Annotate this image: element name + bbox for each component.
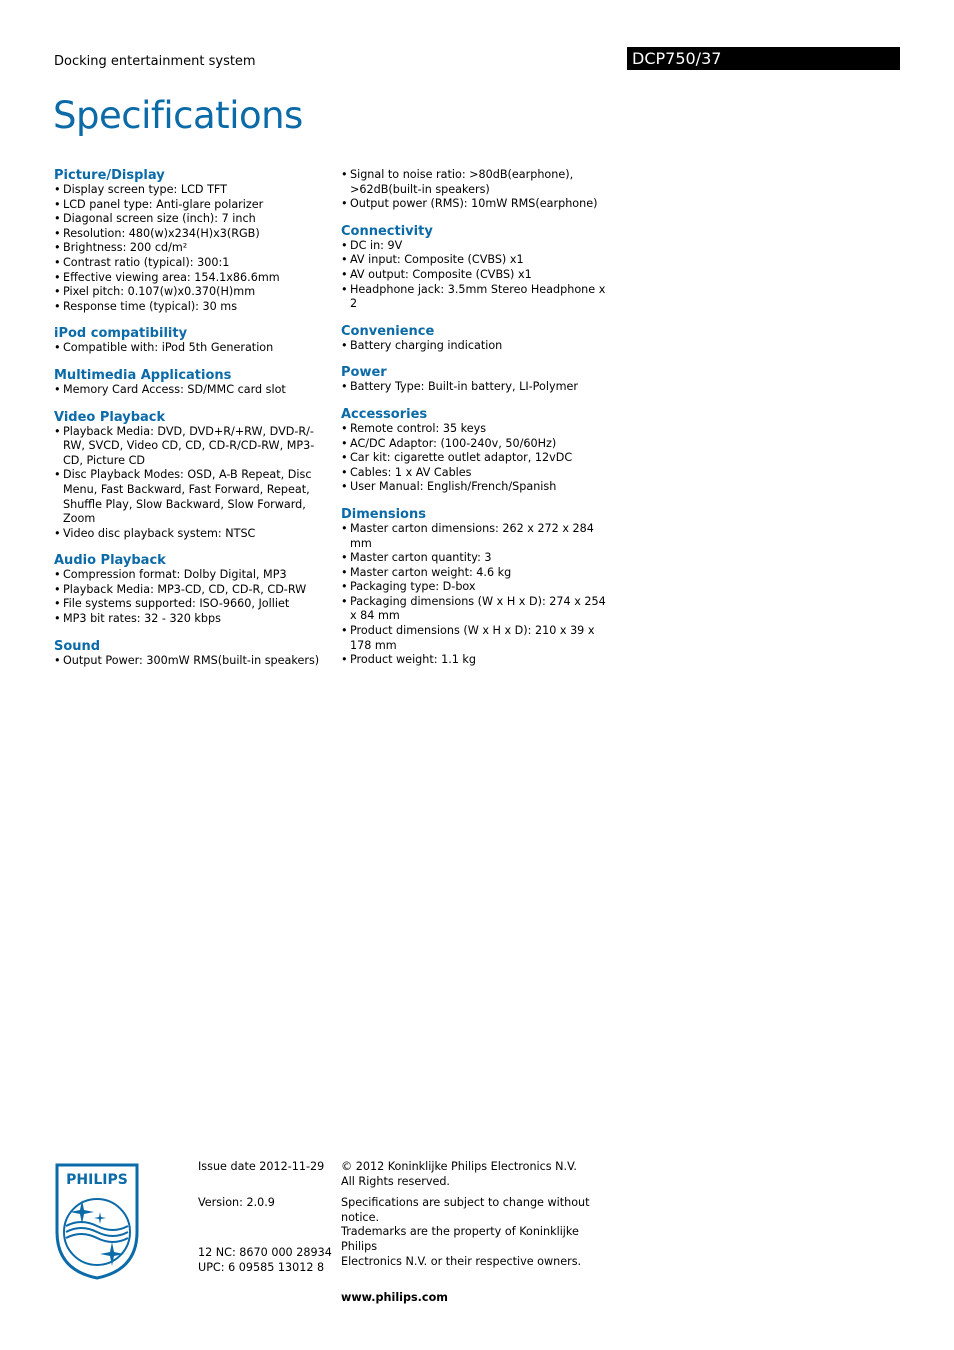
model-number-bar: DCP750/37: [627, 47, 900, 70]
spec-item: • Brightness: 200 cd/m²: [54, 241, 329, 256]
spec-item: • Response time (typical): 30 ms: [54, 300, 329, 315]
notice-line: Specifications are subject to change without notice.: [341, 1196, 590, 1224]
spec-item: • Contrast ratio (typical): 300:1: [54, 256, 329, 271]
spec-item: • MP3 bit rates: 32 - 320 kbps: [54, 612, 329, 627]
spec-item: • LCD panel type: Anti-glare polarizer: [54, 198, 329, 213]
copyright-line: © 2012 Koninklijke Philips Electronics N.V.: [341, 1160, 577, 1173]
product-category: Docking entertainment system: [54, 54, 256, 69]
section-heading: Power: [341, 365, 387, 381]
spec-item: • AV input: Composite (CVBS) x1: [341, 253, 611, 268]
spec-item: • Memory Card Access: SD/MMC card slot: [54, 383, 329, 398]
spec-item: • Headphone jack: 3.5mm Stereo Headphone x 2: [341, 283, 611, 312]
notice-line: Electronics N.V. or their respective owners.: [341, 1254, 582, 1268]
footer-product-info: [198, 1160, 333, 1275]
section-heading: Connectivity: [341, 223, 433, 239]
section-heading: Sound: [54, 638, 101, 654]
spec-column-right: [341, 168, 611, 680]
spec-item: • Master carton dimensions: 262 x 272 x 284 mm: [341, 522, 611, 551]
page-title: Specifications: [53, 94, 303, 137]
spec-section-picture-display: [54, 168, 329, 314]
website-link[interactable]: www.philips.com: [341, 1291, 448, 1305]
spec-item: • Cables: 1 x AV Cables: [341, 466, 611, 481]
spec-item: • Master carton weight: 4.6 kg: [341, 566, 611, 581]
section-heading: Video Playback: [54, 409, 166, 425]
spec-item: • DC in: 9V: [341, 239, 611, 254]
spec-item: • Product dimensions (W x H x D): 210 x 39 x 178 mm: [341, 624, 611, 653]
spec-section-convenience: [341, 324, 611, 354]
issue-date: Issue date 2012-11-29: [198, 1160, 325, 1173]
spec-item: • Product weight: 1.1 kg: [341, 653, 611, 668]
spec-item: • Battery Type: Built-in battery, LI-Polymer: [341, 380, 611, 395]
spec-item: • Output power (RMS): 10mW RMS(earphone): [341, 197, 611, 212]
spec-item: • Pixel pitch: 0.107(w)x0.370(H)mm: [54, 285, 329, 300]
spec-item: • Resolution: 480(w)x234(H)x3(RGB): [54, 227, 329, 242]
spec-item: • AV output: Composite (CVBS) x1: [341, 268, 611, 283]
spec-section-video-playback: [54, 410, 329, 542]
spec-item: • Output Power: 300mW RMS(built-in speakers): [54, 654, 329, 669]
spec-item: • Packaging type: D-box: [341, 580, 611, 595]
rights-line: All Rights reserved.: [341, 1174, 450, 1188]
section-heading: Audio Playback: [54, 553, 166, 569]
philips-wordmark: PHILIPS: [66, 1172, 128, 1188]
philips-shield-logo: [54, 1162, 140, 1280]
spec-section-accessories: [341, 407, 611, 495]
spec-section-sound: [54, 639, 329, 669]
spec-item: • Effective viewing area: 154.1x86.6mm: [54, 271, 329, 286]
spec-item: • Diagonal screen size (inch): 7 inch: [54, 212, 329, 227]
spec-section-power: [341, 365, 611, 395]
section-heading: Picture/Display: [54, 168, 165, 183]
spec-item: • Battery charging indication: [341, 339, 611, 354]
section-heading: iPod compatibility: [54, 326, 188, 342]
nc-code: 12 NC: 8670 000 28934: [198, 1246, 332, 1260]
spec-section-audio-playback: [54, 553, 329, 626]
section-heading: Accessories: [341, 406, 428, 422]
spec-item: • Master carton quantity: 3: [341, 551, 611, 566]
spec-item: • Display screen type: LCD TFT: [54, 183, 329, 198]
spec-section-sound-continued: [341, 168, 611, 212]
spec-section-multimedia-applications: [54, 368, 329, 398]
spec-item: • Packaging dimensions (W x H x D): 274 x 254 x 84 mm: [341, 595, 611, 624]
spec-item: • Car kit: cigarette outlet adaptor, 12vDC: [341, 451, 611, 466]
spec-item: • Video disc playback system: NTSC: [54, 527, 329, 542]
section-heading: Multimedia Applications: [54, 367, 232, 383]
spec-item: • File systems supported: ISO-9660, Jolliet: [54, 597, 329, 612]
spec-item: • Playback Media: MP3-CD, CD, CD-R, CD-RW: [54, 583, 329, 598]
notice-line: Trademarks are the property of Koninklijke Philips: [341, 1225, 579, 1253]
section-heading: Convenience: [341, 323, 435, 339]
spec-item: • Compression format: Dolby Digital, MP3: [54, 568, 329, 583]
version: Version: 2.0.9: [198, 1195, 275, 1209]
spec-section-connectivity: [341, 224, 611, 312]
spec-item: • AC/DC Adaptor: (100-240v, 50/60Hz): [341, 437, 611, 452]
spec-item: • Compatible with: iPod 5th Generation: [54, 341, 329, 356]
spec-item: • Playback Media: DVD, DVD+R/+RW, DVD-R/-RW, SVCD, Video CD, CD, CD-R/CD-RW, MP3-CD, Picture CD: [54, 425, 329, 469]
upc-code: UPC: 6 09585 13012 8: [198, 1260, 325, 1274]
spec-section-dimensions: [341, 507, 611, 668]
section-heading: Dimensions: [341, 506, 426, 522]
spec-column-left: [54, 168, 329, 680]
footer-legal: [341, 1160, 611, 1306]
spec-item: • User Manual: English/French/Spanish: [341, 480, 611, 495]
spec-item: • Disc Playback Modes: OSD, A-B Repeat, Disc Menu, Fast Backward, Fast Forward, Repeat, Shuffle Play, Slow Backward, Slow Forward, Zoom: [54, 468, 329, 526]
spec-section-ipod-compatibility: [54, 326, 329, 356]
spec-item: • Remote control: 35 keys: [341, 422, 611, 437]
spec-item: • Signal to noise ratio: >80dB(earphone), >62dB(built-in speakers): [341, 168, 611, 197]
